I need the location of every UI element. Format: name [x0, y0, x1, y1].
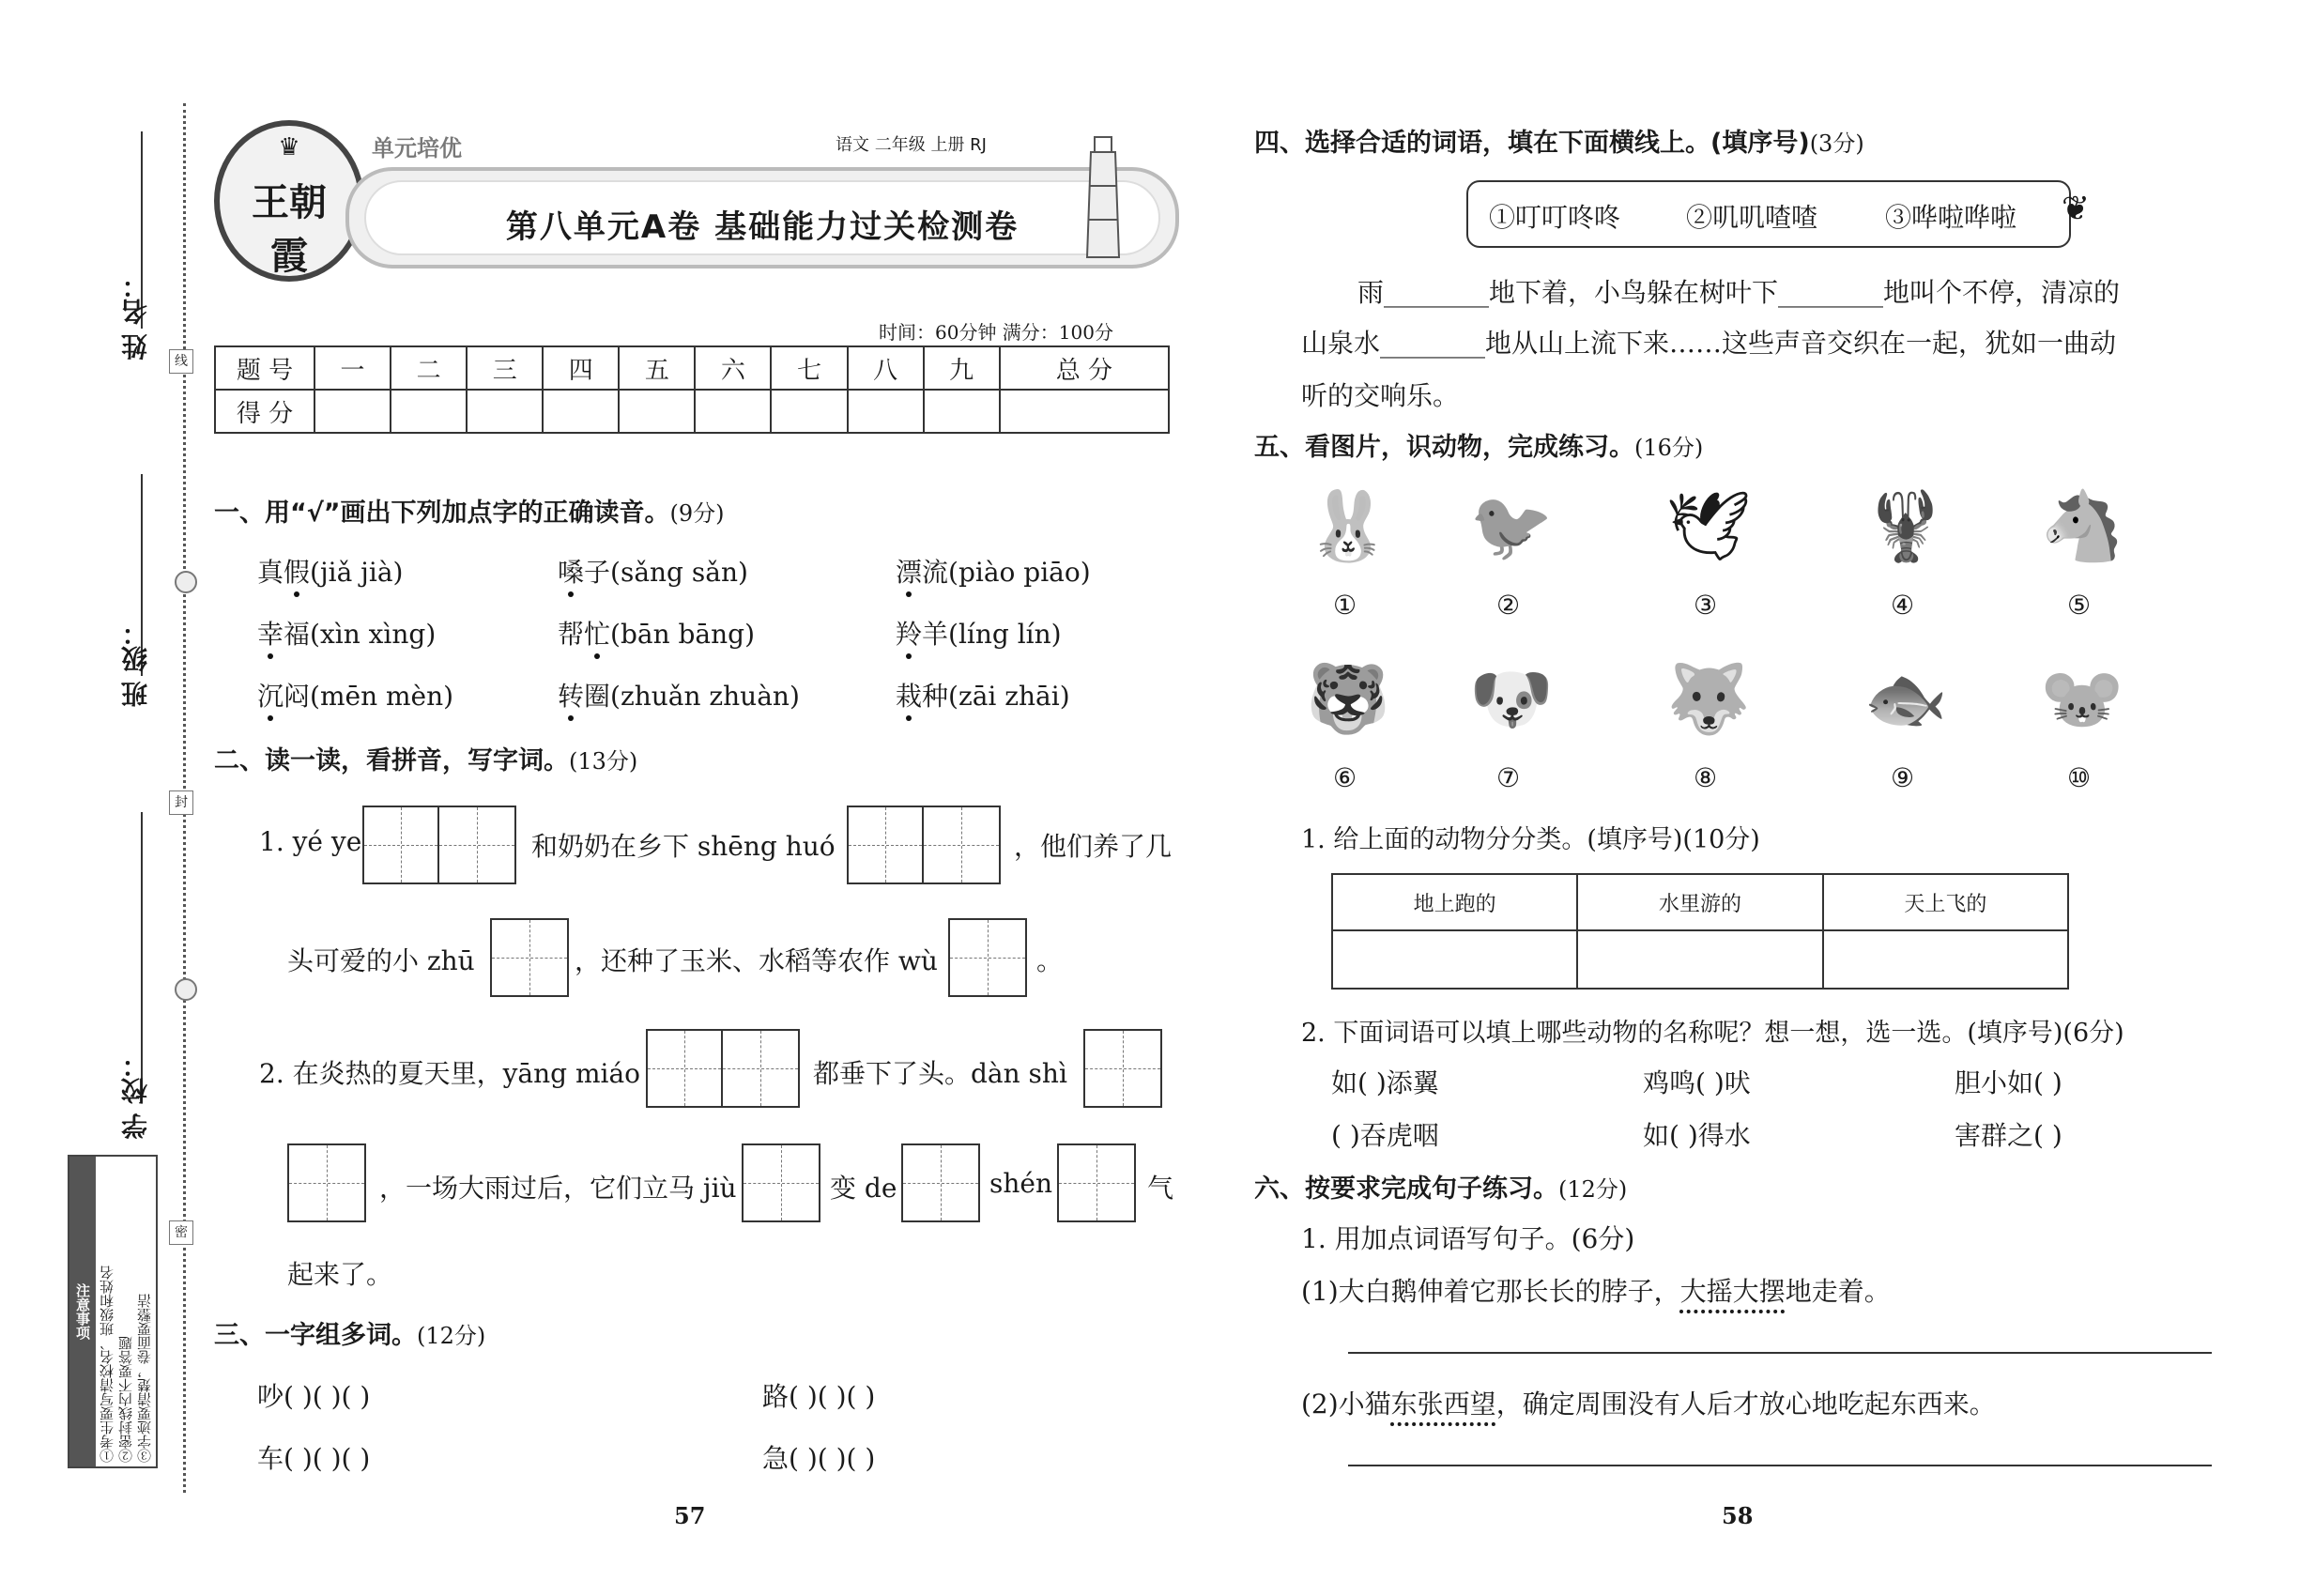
- notice-body: [98, 1162, 154, 1463]
- score-cell[interactable]: [391, 390, 467, 433]
- fish-icon: 🐟: [1863, 659, 1948, 738]
- q1-title-text: 一、用“√”画出下列加点字的正确读音。: [214, 499, 670, 528]
- q2-text: 2. 在炎热的夏天里，yāng miáo: [259, 1058, 641, 1089]
- score-col: 二: [391, 346, 467, 390]
- notice-item: ③字迹要清楚，卷面要整洁: [136, 1294, 153, 1463]
- animal-number: ⑥: [1333, 762, 1357, 793]
- clip-hole-icon: [175, 571, 197, 593]
- score-col: 总 分: [1000, 346, 1169, 390]
- animal-number: ⑦: [1496, 762, 1521, 793]
- school-label: 学 校：: [120, 1051, 151, 1140]
- score-col: 八: [848, 346, 924, 390]
- q2-text: ，一场大雨过后，它们立马 jiù: [379, 1173, 737, 1204]
- q6-title: [1254, 1168, 1627, 1205]
- animal-number: ②: [1496, 590, 1521, 621]
- score-col: 九: [924, 346, 1000, 390]
- tiger-icon: 🐯: [1306, 659, 1390, 738]
- dotted-char: 嗓: [558, 557, 585, 588]
- word-option[interactable]: ③哗啦哗啦: [1885, 202, 2017, 233]
- q3-title: [214, 1314, 485, 1351]
- score-cell[interactable]: [695, 390, 771, 433]
- horse-icon: 🐴: [2040, 486, 2124, 565]
- q2-text: ，还种了玉米、水稻等农作 wù: [575, 945, 938, 976]
- q6-sentence-1: (1)大白鹅伸着它那长长的脖子，大摇大摆地走着。: [1301, 1276, 1891, 1307]
- q2-text: 头可爱的小 zhū: [287, 945, 475, 976]
- classify-head: 水里游的: [1577, 874, 1822, 930]
- q5-points: (16分): [1634, 435, 1704, 461]
- page-number-right: 58: [1722, 1502, 1754, 1529]
- animal-number: ⑧: [1694, 762, 1718, 793]
- answer-grid[interactable]: [490, 918, 569, 997]
- page-header: [214, 120, 1190, 278]
- bird-icon: 🐦: [1469, 486, 1554, 565]
- q3-item[interactable]: 车( )( )( ): [257, 1443, 371, 1474]
- q1-item[interactable]: 幸福(xìn xìng): [257, 619, 437, 650]
- score-cell[interactable]: [619, 390, 695, 433]
- q3-item[interactable]: 急( )( )( ): [762, 1443, 876, 1474]
- dotted-char: 幸: [257, 619, 284, 650]
- notice-item: ②密封线内不要答题: [117, 1336, 134, 1463]
- class-label: 班 级：: [120, 620, 151, 708]
- q1-title: [214, 492, 725, 529]
- q5-title-text: 五、看图片，识动物，完成练习。: [1254, 433, 1634, 462]
- q2-text: 。: [1036, 945, 1064, 976]
- score-col: 四: [543, 346, 619, 390]
- dotted-char: 栽: [896, 681, 923, 712]
- q4-title: [1254, 122, 1864, 159]
- seal-mark-line: 线: [169, 349, 193, 374]
- answer-line[interactable]: [1348, 1352, 2212, 1354]
- idiom-item[interactable]: 胆小如( ): [1955, 1067, 2062, 1098]
- q4-title-text: 四、选择合适的词语，填在下面横线上。(填序号): [1254, 129, 1810, 158]
- q5-sub2: 2. 下面词语可以填上哪些动物的名称呢？想一想，选一选。(填序号)(6分): [1301, 1019, 2124, 1048]
- q1-item[interactable]: 转圈(zhuǎn zhuàn): [558, 681, 800, 712]
- idiom-item[interactable]: 鸡鸣( )吠: [1643, 1067, 1751, 1098]
- q3-points: (12分): [417, 1323, 486, 1349]
- q1-item[interactable]: 漂流(piào piāo): [896, 557, 1091, 588]
- score-row-label: 得 分: [215, 390, 314, 433]
- q6-title-text: 六、按要求完成句子练习。: [1254, 1174, 1558, 1204]
- swallow-icon: 🕊: [1665, 486, 1752, 565]
- word-options-box: [1466, 180, 2090, 248]
- notice-box: [68, 1155, 158, 1468]
- page-number-left: 57: [674, 1502, 706, 1529]
- q1-item[interactable]: 真假(jiǎ jià): [257, 557, 404, 588]
- word-option[interactable]: ②叽叽喳喳: [1686, 202, 1818, 233]
- score-cell[interactable]: [1000, 390, 1169, 433]
- q4-line: 雨________地下着，小鸟躲在树叶下________地叫个不停，清凉的: [1357, 277, 2121, 308]
- dotted-char: 忙: [584, 619, 611, 650]
- q3-item[interactable]: 吵( )( )( ): [257, 1381, 371, 1412]
- q2-text: 和奶奶在乡下 shēng huó: [531, 831, 836, 862]
- score-cell[interactable]: [314, 390, 391, 433]
- q1-item[interactable]: 沉闷(mēn mèn): [257, 681, 454, 712]
- classify-cell[interactable]: [1577, 930, 1822, 989]
- name-label: 姓 名：: [120, 272, 151, 361]
- q5-title: [1254, 426, 1703, 463]
- crown-icon: ♛: [278, 133, 300, 161]
- score-col: 一: [314, 346, 391, 390]
- logo-text: 王朝霞: [252, 180, 327, 278]
- answer-grid[interactable]: [646, 1029, 800, 1108]
- answer-grid[interactable]: [287, 1143, 366, 1222]
- score-cell[interactable]: [467, 390, 543, 433]
- score-col: 六: [695, 346, 771, 390]
- q2-title: [214, 740, 637, 776]
- q1-item[interactable]: 帮忙(bān bāng): [558, 619, 756, 650]
- q1-item[interactable]: 嗓子(sǎng sǎn): [558, 557, 748, 588]
- dotted-char: 转: [558, 681, 585, 712]
- page-title: 第八单元A卷 基础能力过关检测卷: [505, 208, 1020, 246]
- idiom-item[interactable]: 害群之( ): [1955, 1120, 2062, 1151]
- q2-text: 1. yé ye: [259, 826, 362, 857]
- answer-grid[interactable]: [742, 1143, 820, 1222]
- q6-sub1: 1. 用加点词语写句子。(6分): [1301, 1223, 1635, 1254]
- score-cell[interactable]: [924, 390, 1000, 433]
- q2-text: ，他们养了几: [1014, 831, 1173, 862]
- score-cell[interactable]: [543, 390, 619, 433]
- q2-text: 变 de: [830, 1173, 897, 1204]
- sprout-icon: ❦: [2061, 190, 2090, 228]
- dotted-char: 假: [284, 557, 311, 588]
- q2-text: 起来了。: [287, 1259, 393, 1290]
- answer-grid[interactable]: [901, 1143, 980, 1222]
- q6-sentence-2: (2)小猫东张西望，确定周围没有人后才放心地吃起东西来。: [1301, 1389, 1996, 1420]
- answer-grid[interactable]: [847, 806, 1001, 884]
- dog-icon: 🐶: [1469, 659, 1554, 738]
- classify-cell[interactable]: [1823, 930, 2068, 989]
- lighthouse-icon: [1081, 130, 1125, 261]
- score-table: [214, 345, 1170, 434]
- q3-item[interactable]: 路( )( )( ): [762, 1381, 876, 1412]
- answer-line[interactable]: [1348, 1465, 2212, 1466]
- q4-line: 山泉水________地从山上流下来……这些声音交织在一起，犹如一曲动: [1301, 328, 2117, 359]
- q2-title-text: 二、读一读，看拼音，写字词。: [214, 746, 569, 775]
- animal-number: ⑩: [2067, 762, 2092, 793]
- classify-cell[interactable]: [1332, 930, 1577, 989]
- score-col: 三: [467, 346, 543, 390]
- q2-text: 气: [1147, 1173, 1174, 1204]
- dotted-char: 漂: [896, 557, 923, 588]
- clip-hole-icon: [175, 978, 197, 1001]
- q2-text: 都垂下了头。dàn shì: [813, 1058, 1067, 1089]
- exam-info: 时间：60分钟 满分：100分: [879, 321, 1113, 344]
- animal-number: ⑤: [2067, 590, 2092, 621]
- rabbit-icon: 🐰: [1306, 486, 1390, 565]
- dotted-phrase: 东张西望: [1390, 1389, 1496, 1420]
- score-cell[interactable]: [848, 390, 924, 433]
- answer-grid[interactable]: [1057, 1143, 1136, 1222]
- answer-grid[interactable]: [948, 918, 1027, 997]
- q4-points: (3分): [1809, 130, 1864, 157]
- q1-item[interactable]: 羚羊(líng lín): [896, 619, 1062, 650]
- animal-number: ⑨: [1891, 762, 1915, 793]
- brand-logo: [214, 120, 364, 282]
- answer-grid[interactable]: [1083, 1029, 1162, 1108]
- idiom-item[interactable]: 如( )得水: [1643, 1120, 1751, 1151]
- animal-number: ①: [1333, 590, 1357, 621]
- q5-sub1: 1. 给上面的动物分分类。(填序号)(10分): [1301, 825, 1760, 854]
- q2-points: (13分): [569, 748, 638, 775]
- idiom-item[interactable]: 如( )添翼: [1331, 1067, 1439, 1098]
- classify-head: 地上跑的: [1332, 874, 1577, 930]
- q1-points: (9分): [669, 500, 725, 527]
- score-row-label: 题 号: [215, 346, 314, 390]
- classify-head: 天上飞的: [1823, 874, 2068, 930]
- seal-mark-seal: 封: [169, 790, 193, 815]
- q4-line: 听的交响乐。: [1301, 380, 1460, 411]
- idiom-item[interactable]: ( )吞虎咽: [1331, 1120, 1439, 1151]
- mouse-icon: 🐭: [2040, 659, 2124, 738]
- score-col: 七: [771, 346, 847, 390]
- unit-tag: 单元培优: [372, 135, 462, 161]
- q1-item[interactable]: 栽种(zāi zhāi): [896, 681, 1070, 712]
- answer-grid[interactable]: [362, 806, 516, 884]
- score-cell[interactable]: [771, 390, 847, 433]
- lobster-icon: 🦞: [1863, 486, 1948, 565]
- notice-head: 注意事项: [69, 1157, 96, 1466]
- animal-number: ③: [1694, 590, 1718, 621]
- word-option[interactable]: ①叮叮咚咚: [1489, 202, 1621, 233]
- score-col: 五: [619, 346, 695, 390]
- q2-text: shén: [989, 1168, 1053, 1199]
- animal-number: ④: [1891, 590, 1915, 621]
- notice-item: ①考生要写清校名、班级和姓名: [99, 1266, 115, 1463]
- q3-title-text: 三、一字组多词。: [214, 1321, 417, 1350]
- dotted-phrase: 大摇大摆: [1679, 1276, 1786, 1307]
- dotted-char: 羚: [896, 619, 923, 650]
- meta-tag: 语文 二年级 上册 RJ: [836, 135, 987, 155]
- classify-table: [1331, 873, 2069, 990]
- title-banner: [345, 167, 1179, 269]
- dotted-char: 沉: [257, 681, 284, 712]
- q6-points: (12分): [1558, 1176, 1628, 1203]
- wolf-icon: 🐺: [1666, 659, 1751, 738]
- seal-mark-secret: 密: [169, 1220, 193, 1245]
